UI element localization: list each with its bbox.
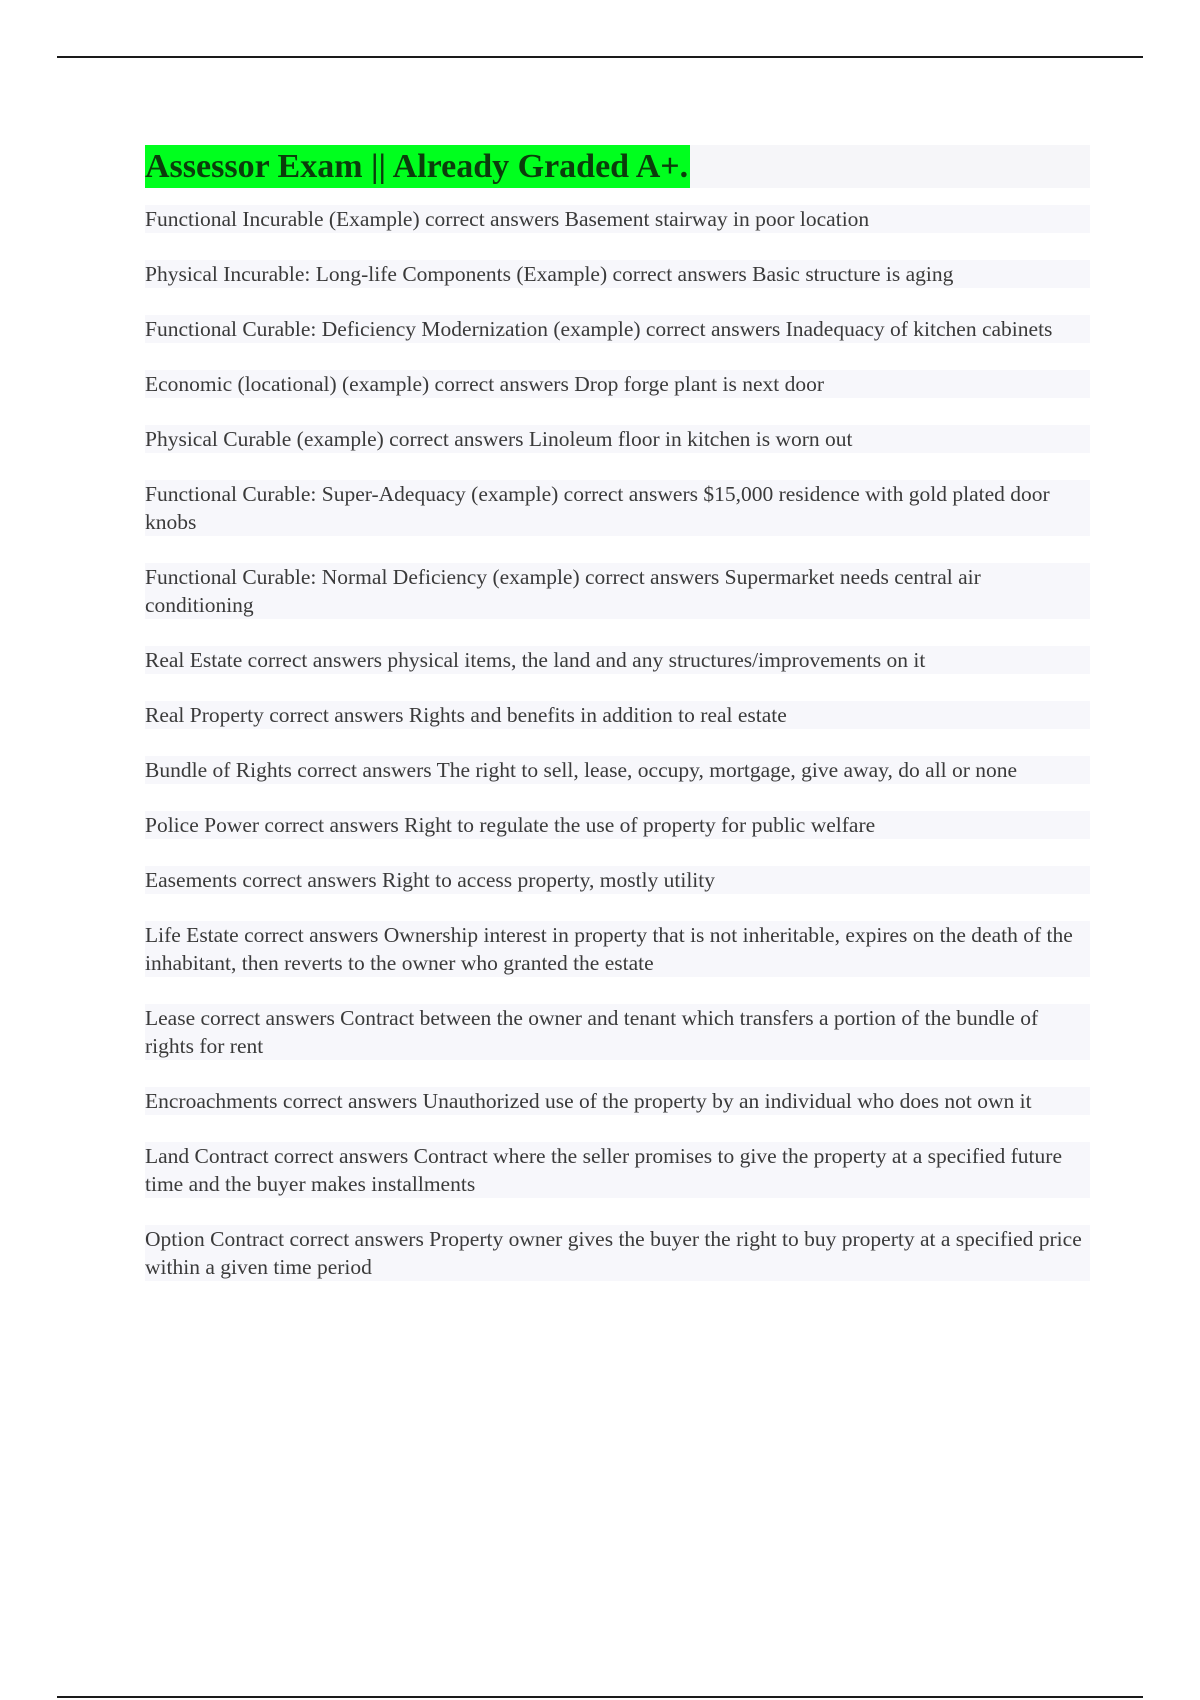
qa-entry: Physical Curable (example) correct answers Linoleum floor in kitchen is worn out: [145, 425, 1090, 453]
qa-entry: Real Estate correct answers physical items, the land and any structures/improvements on it: [145, 646, 1090, 674]
qa-entry: Easements correct answers Right to access property, mostly utility: [145, 866, 1090, 894]
qa-entry: Functional Incurable (Example) correct answers Basement stairway in poor location: [145, 205, 1090, 233]
qa-entry: Economic (locational) (example) correct answers Drop forge plant is next door: [145, 370, 1090, 398]
title-band: [145, 145, 1090, 188]
header-rule: [57, 56, 1143, 58]
qa-entry: Encroachments correct answers Unauthorized use of the property by an individual who does not own it: [145, 1087, 1090, 1115]
qa-entry: Physical Incurable: Long-life Components (Example) correct answers Basic structure is aging: [145, 260, 1090, 288]
qa-list: [145, 205, 1090, 1281]
qa-entry: Lease correct answers Contract between the owner and tenant which transfers a portion of the bundle of rights for rent: [145, 1004, 1090, 1060]
footer-rule: [57, 1696, 1143, 1698]
document-body: [145, 145, 1090, 1308]
qa-entry: Police Power correct answers Right to regulate the use of property for public welfare: [145, 811, 1090, 839]
qa-entry: Option Contract correct answers Property owner gives the buyer the right to buy property at a specified price within a given time period: [145, 1225, 1090, 1281]
qa-entry: Functional Curable: Deficiency Modernization (example) correct answers Inadequacy of kitchen cabinets: [145, 315, 1090, 343]
qa-entry: Bundle of Rights correct answers The right to sell, lease, occupy, mortgage, give away, do all or none: [145, 756, 1090, 784]
qa-entry: Functional Curable: Normal Deficiency (example) correct answers Supermarket needs central air conditioning: [145, 563, 1090, 619]
qa-entry: Life Estate correct answers Ownership interest in property that is not inheritable, expires on the death of the inhabitant, then reverts to the owner who granted the estate: [145, 921, 1090, 977]
qa-entry: Real Property correct answers Rights and benefits in addition to real estate: [145, 701, 1090, 729]
qa-entry: Land Contract correct answers Contract where the seller promises to give the property at a specified future time and the buyer makes installments: [145, 1142, 1090, 1198]
qa-entry: Functional Curable: Super-Adequacy (example) correct answers $15,000 residence with gold plated door knobs: [145, 480, 1090, 536]
document-title: Assessor Exam || Already Graded A+.: [145, 145, 690, 188]
